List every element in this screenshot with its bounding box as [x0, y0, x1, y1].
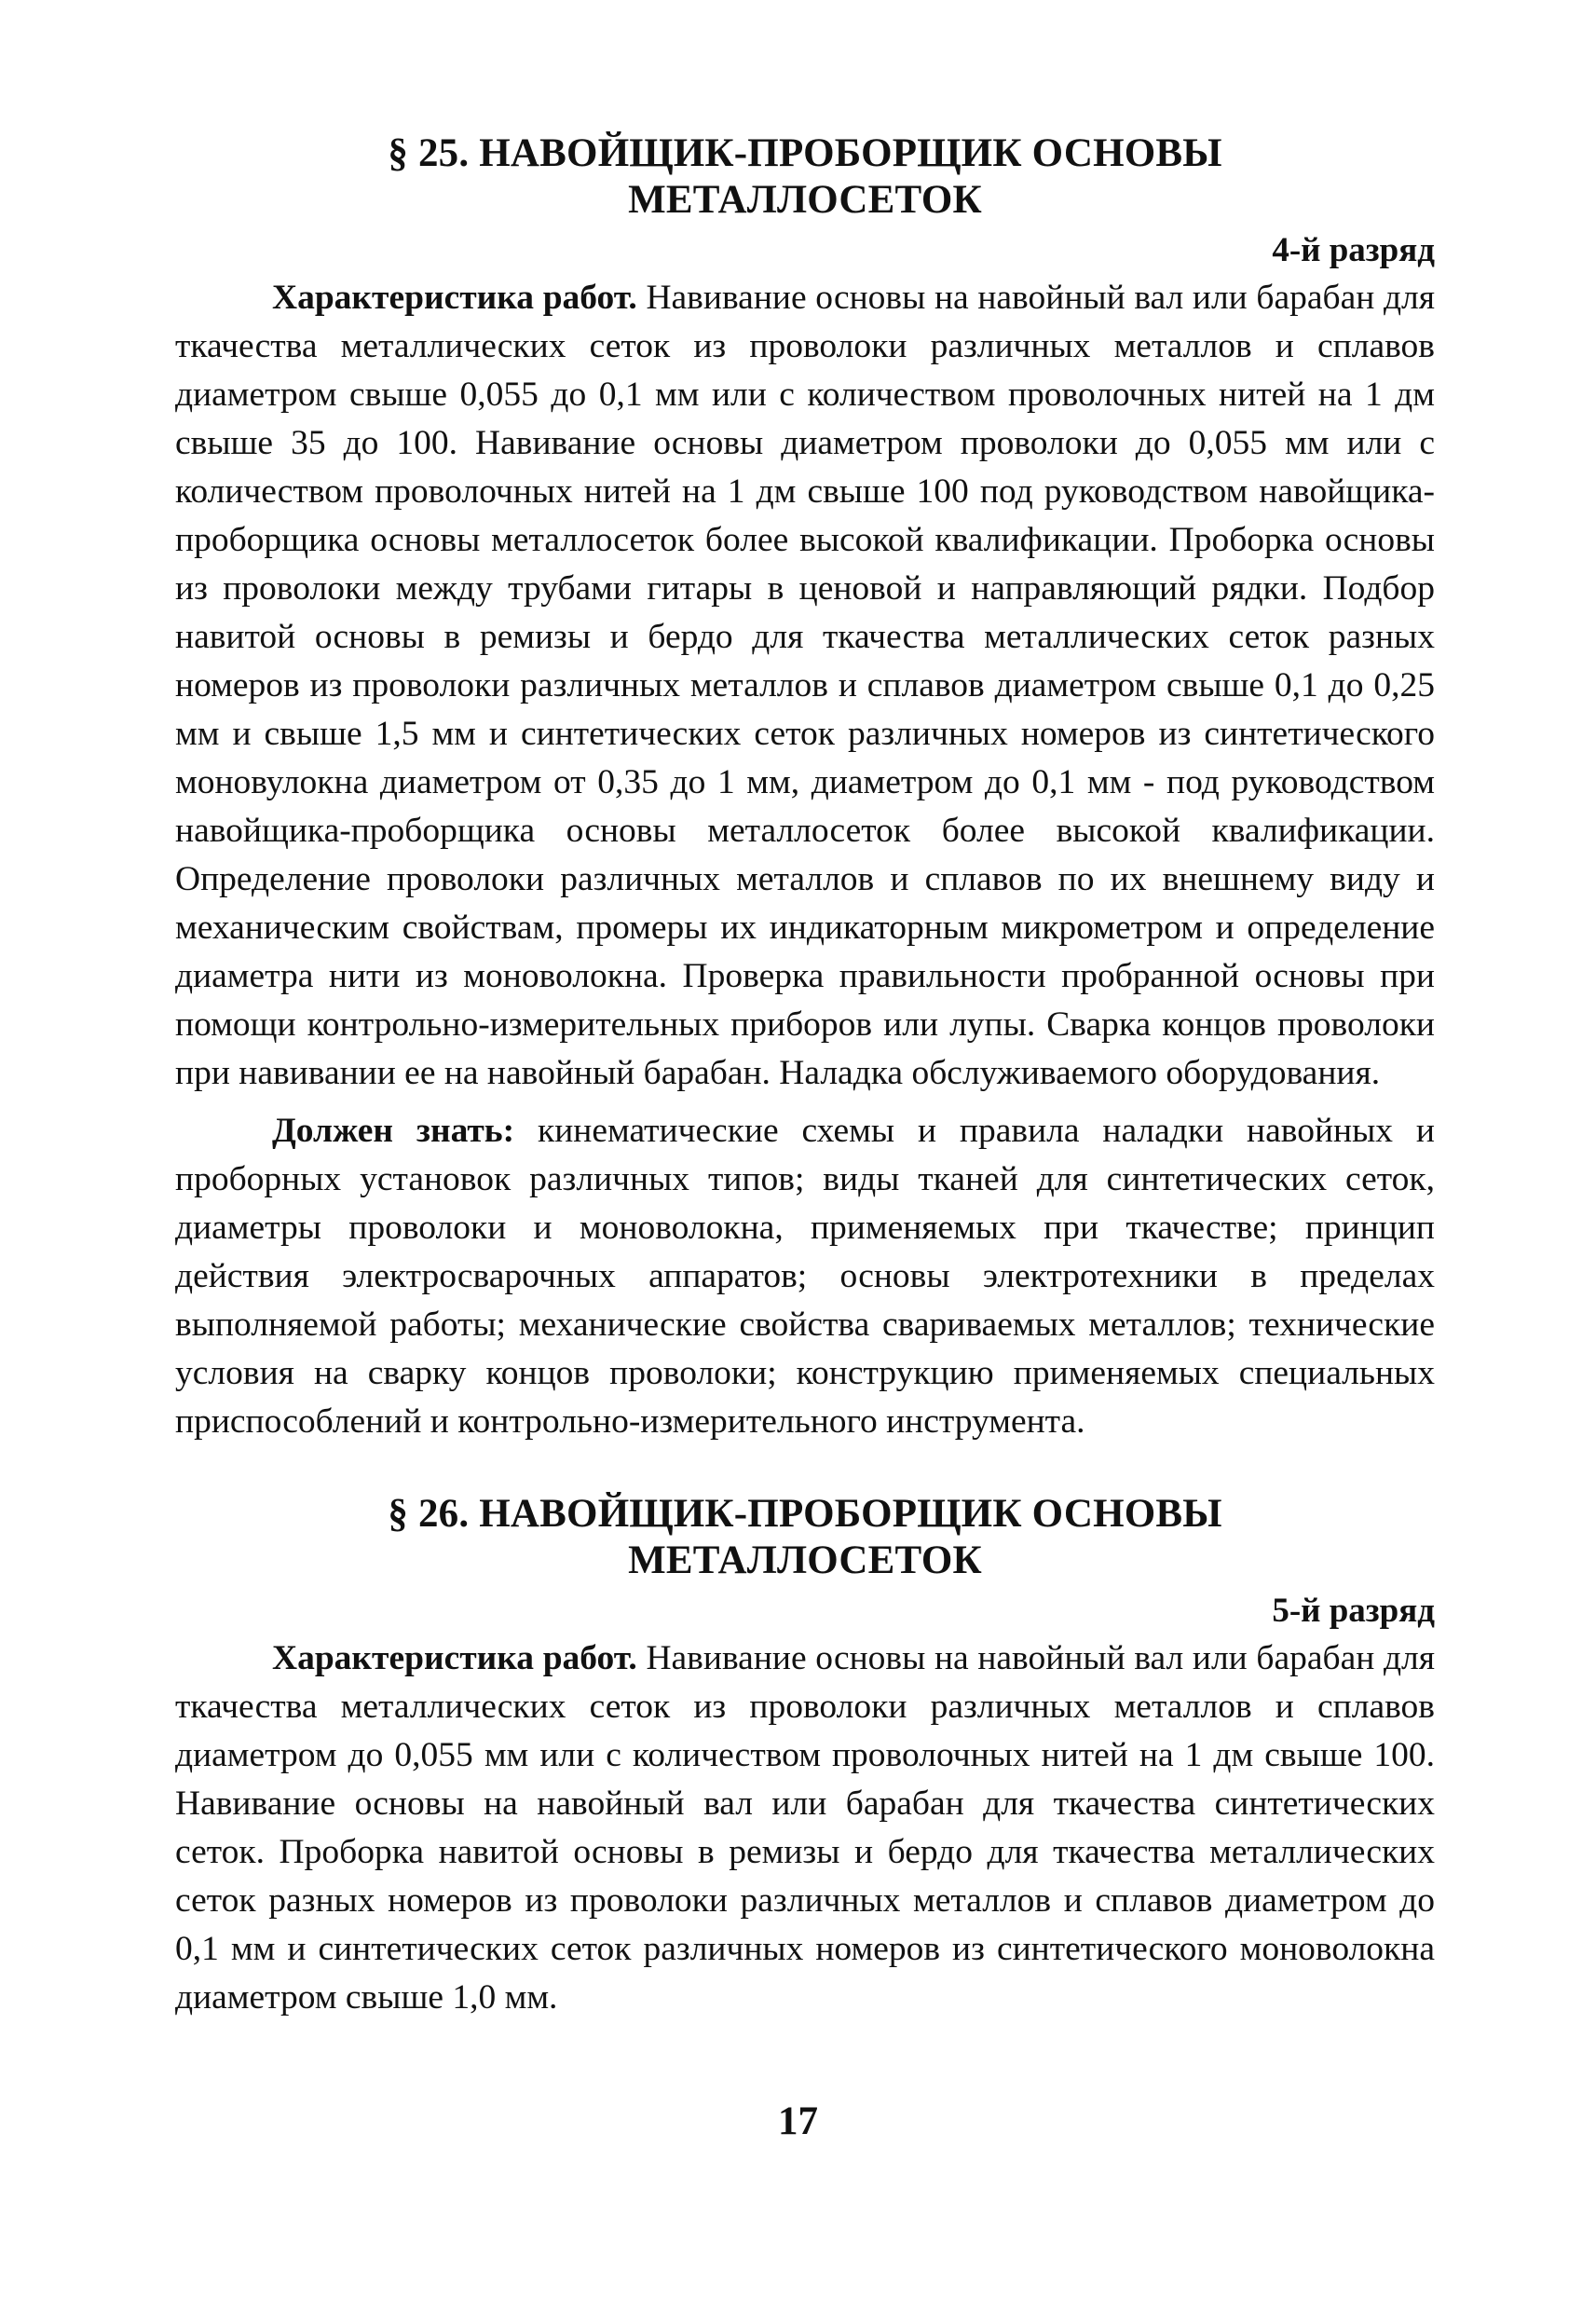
work-characteristic-text: Навивание основы на навойный вал или барабан для ткачества металлических сеток из проволоки различных металлов и сплавов диаметром свыше 0,055 до 0,1 мм или с количеством проволочных нитей на 1 дм свыше 35 до 100. Навивание основы диаметром проволоки до 0,055 мм или с количеством проволочных нитей на 1 дм свыше 100 под руководством навойщика-проборщика основы металлосеток более высокой квалификации. Проборка основы из проволоки между трубами гитары в ценовой и направляющий рядки. Подбор навитой основы в ремизы и бердо для ткачества металлических сеток разных номеров из проволоки различных металлов и сплавов диаметром свыше 0,1 до 0,25 мм и свыше 1,5 мм и синтетических сеток различных номеров из синтетического моновулокна диаметром от 0,35 до 1 мм, диаметром до 0,1 мм - под руководством навойщика-проборщика основы металлосеток более высокой квалификации. Определение проволоки различных металлов и сплавов по их внешнему виду и механическим свойствам, промеры их индикаторным микрометром и определение диаметра нити из моноволокна. Проверка правильности пробранной основы при помощи контрольно-измерительных приборов или лупы. Сварка концов проволоки при навивании ее на навойный барабан. Наладка обслуживаемого оборудования.: [175, 279, 1436, 1092]
section-heading-line1: § 26. НАВОЙЩИК-ПРОБОРЩИК ОСНОВЫ: [388, 1492, 1222, 1536]
work-characteristic-text: Навивание основы на навойный вал или барабан для ткачества металлических сеток из проволоки различных металлов и сплавов диаметром до 0,055 мм или с количеством проволочных нитей на 1 дм свыше 100. Навивание основы на навойный вал или барабан для ткачества синтетических сеток. Проборка навитой основы в ремизы и бердо для ткачества металлических сеток разных номеров из проволоки различных металлов и сплавов диаметром до 0,1 мм и синтетических сеток различных номеров из синтетического моноволокна диаметром свыше 1,0 мм.: [175, 1639, 1436, 2017]
section-26: [175, 1491, 1435, 2022]
required-knowledge-text: кинематические схемы и правила наладки навойных и проборных установок различных типов; виды тканей для синтетических сеток, диаметры проволоки и моноволокна, применяемых при ткачестве; принцип действия электросварочных аппаратов; основы электротехники в пределах выполняемой работы; механические свойства свариваемых металлов; технические условия на сварку концов проволоки; конструкцию применяемых специальных приспособлений и контрольно-измерительного инструмента.: [175, 1112, 1435, 1441]
section-heading-line2: МЕТАЛЛОСЕТОК: [628, 1538, 982, 1582]
grade-label: 4-й разряд: [1272, 231, 1435, 269]
required-knowledge-lead: Должен знать:: [272, 1112, 515, 1150]
work-characteristic-lead: Характеристика работ.: [272, 1639, 637, 1677]
required-knowledge-paragraph: [175, 1107, 1435, 1446]
work-characteristic-lead: Характеристика работ.: [272, 279, 637, 317]
section-25: [175, 130, 1435, 1446]
work-characteristic-paragraph: [175, 1634, 1435, 2022]
page-number: 17: [778, 2099, 818, 2143]
grade-label: 5-й разряд: [1272, 1592, 1435, 1630]
section-heading-line2: МЕТАЛЛОСЕТОК: [628, 178, 982, 222]
section-heading-line1: § 25. НАВОЙЩИК-ПРОБОРЩИК ОСНОВЫ: [388, 131, 1222, 175]
work-characteristic-paragraph: [175, 274, 1435, 1098]
